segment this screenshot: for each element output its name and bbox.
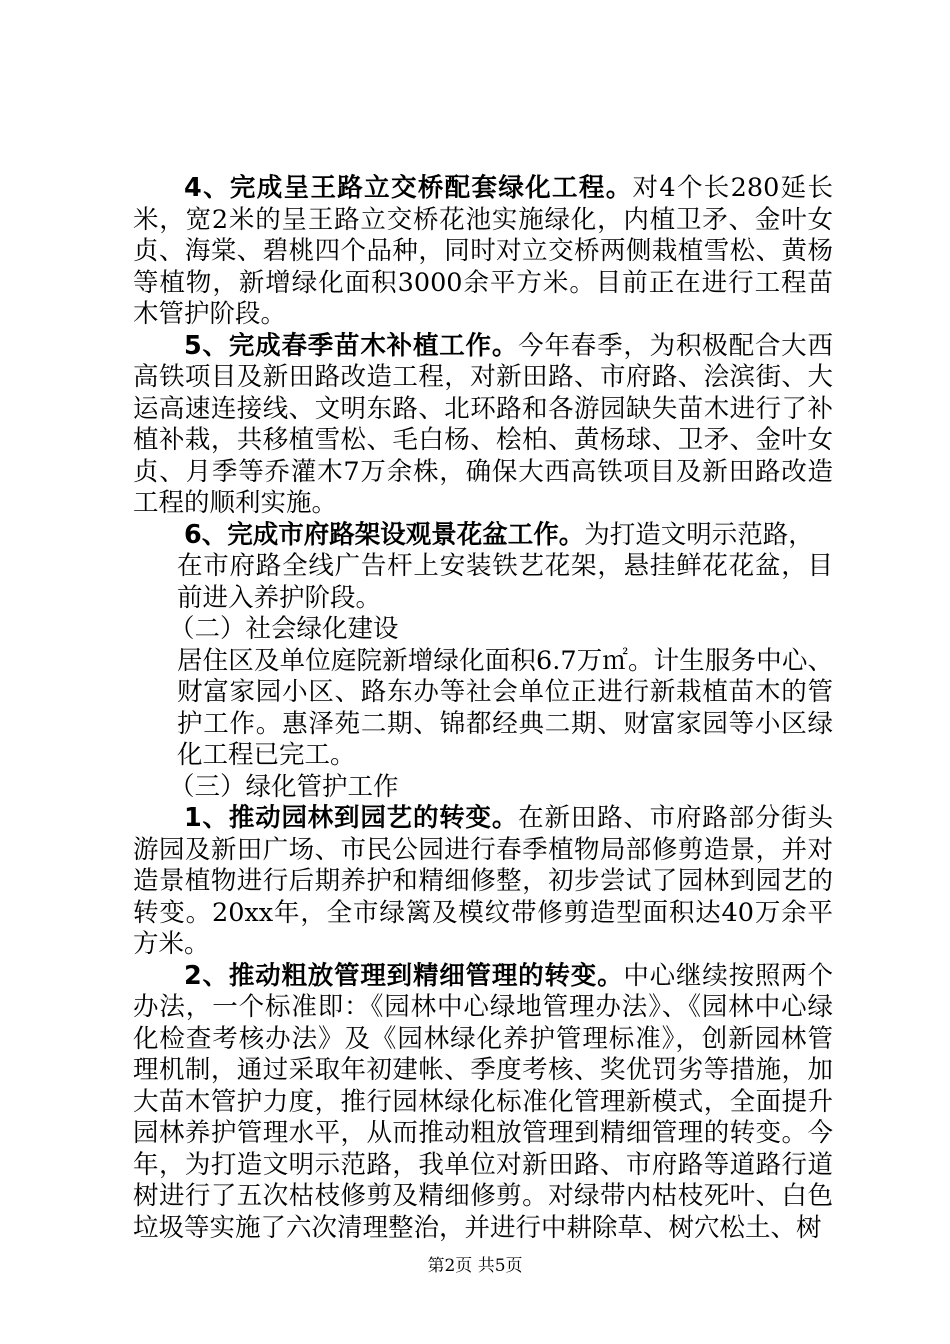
paragraph-item-6 [133, 520, 833, 552]
paragraph-item-5 [133, 331, 833, 520]
page-footer [0, 1251, 950, 1276]
paragraph-item-6-continued [133, 551, 833, 614]
paragraph-text: 对4个长280延长米，宽2米的呈王路立交桥花池实施绿化，内植卫矛、金叶女贞、海棠、碧桃四个品种，同时对立交桥两侧栽植雪松、黄杨等植物，新增绿化面积3000余平方米。目前正在进行工程苗木管护阶段。 [133, 173, 833, 329]
paragraph-text: 中心继续按照两个办法，一个标准即：《园林中心绿地管理办法》、《园林中心绿化检查考核办法》及《园林绿化养护管理标准》，创新园林管理机制，通过采取年初建帐、季度考核、奖优罚劣等措施，加大苗木管护力度，推行园林绿化标准化管理新模式，全面提升园林养护管理水平，从而推动粗放管理到精细管理的转变。今年，为打造文明示范路，我单位对新田路、市府路等道路行道树进行了五次枯枝修剪及精细修剪。对绿带内枯枝死叶、白色垃圾等实施了六次清理整治，并进行中耕除草、树穴松土、树 [133, 960, 833, 1243]
paragraph-heading: 6、完成市府路架设观景花盆工作。 [184, 519, 585, 550]
paragraph-heading: 4、完成呈王路立交桥配套绿化工程。 [184, 173, 633, 203]
section-title: （三）绿化管护工作 [169, 771, 399, 802]
page-number-label: 第2页 共5页 [427, 1256, 523, 1276]
paragraph-heading: 2、推动粗放管理到精细管理的转变。 [184, 960, 624, 991]
section-title: （二）社会绿化建设 [169, 614, 399, 644]
section-heading-social-greening [133, 614, 833, 646]
paragraph-heading: 1、推动园林到园艺的转变。 [184, 803, 519, 833]
paragraph-text: 在新田路、市府路部分街头游园及新田广场、市民公园进行春季植物局部修剪造景，并对造景植物进行后期养护和精细修整，初步尝试了园林到园艺的转变。20xx年，全市绿篱及模纹带修剪造型面积达40万余平方米。 [133, 803, 833, 959]
section-heading-greening-maintenance [133, 772, 833, 804]
paragraph-maintenance-2 [133, 961, 833, 1245]
paragraph-text: 今年春季，为积极配合大西高铁项目及新田路改造工程，对新田路、市府路、浍滨街、大运高速连接线、文明东路、北环路和各游园缺失苗木进行了补植补栽，共移植雪松、毛白杨、桧柏、黄杨球、卫矛、金叶女贞、月季等乔灌木7万余株，确保大西高铁项目及新田路改造工程的顺利实施。 [133, 330, 833, 518]
paragraph-maintenance-1 [133, 803, 833, 961]
paragraph-social-greening [133, 646, 833, 772]
document-body [133, 173, 833, 1244]
paragraph-text: 在市府路全线广告杆上安装铁艺花架，悬挂鲜花花盆，目前进入养护阶段。 [177, 551, 833, 613]
paragraph-item-4 [133, 173, 833, 331]
paragraph-text: 居住区及单位庭院新增绿化面积6.7万㎡。计生服务中心、财富家园小区、路东办等社会单位正进行新栽植苗木的管护工作。惠泽苑二期、锦都经典二期、财富家园等小区绿化工程已完工。 [177, 645, 833, 770]
paragraph-text: 为打造文明示范路， [584, 519, 814, 550]
paragraph-heading: 5、完成春季苗木补植工作。 [184, 330, 519, 361]
